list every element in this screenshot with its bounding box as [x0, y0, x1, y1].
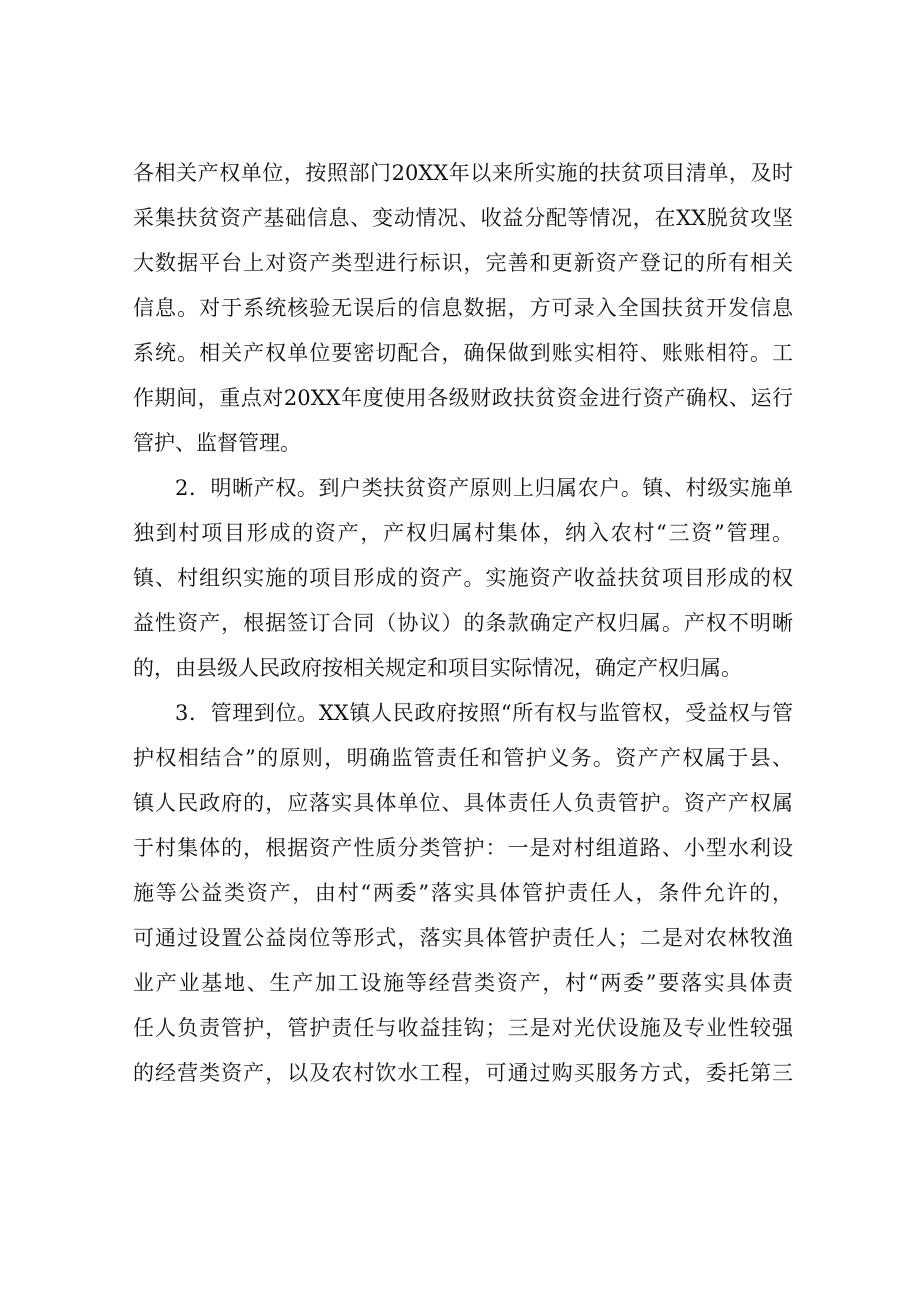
paragraph-3	[133, 691, 793, 1096]
paragraph-1	[133, 151, 793, 466]
text-line: 各相关产权单位，按照部门20XX年以来所实施的扶贫项目清单，及时	[133, 161, 793, 185]
text-line: 3．管理到位。XX镇人民政府按照“所有权与监管权，受益权与管	[175, 701, 793, 725]
text-line: 镇、村组织实施的项目形成的资产。实施资产收益扶贫项目形成的权	[133, 566, 793, 590]
text-line: 作期间，重点对20XX年度使用各级财政扶贫资金进行资产确权、运行	[133, 386, 793, 410]
text-line: 系统。相关产权单位要密切配合，确保做到账实相符、账账相符。工	[133, 341, 793, 365]
text-line: 的经营类资产，以及农村饮水工程，可通过购买服务方式，委托第三	[133, 1061, 793, 1085]
text-line: 任人负责管护，管护责任与收益挂钩；三是对光伏设施及专业性较强	[133, 1016, 793, 1040]
text-line: 的，由县级人民政府按相关规定和项目实际情况，确定产权归属。	[133, 656, 742, 680]
paragraph-2	[133, 466, 793, 691]
text-line: 益性资产，根据签订合同（协议）的条款确定产权归属。产权不明晰	[133, 611, 793, 635]
text-line: 独到村项目形成的资产，产权归属村集体，纳入农村“三资”管理。	[133, 521, 793, 545]
text-line: 于村集体的，根据资产性质分类管护：一是对村组道路、小型水利设	[133, 836, 793, 860]
text-line: 2．明晰产权。到户类扶贫资产原则上归属农户。镇、村级实施单	[175, 476, 793, 500]
text-line: 业产业基地、生产加工设施等经营类资产，村“两委”要落实具体责	[133, 971, 793, 995]
text-line: 信息。对于系统核验无误后的信息数据，方可录入全国扶贫开发信息	[133, 296, 793, 320]
document-page	[133, 151, 793, 1096]
text-line: 可通过设置公益岗位等形式，落实具体管护责任人；二是对农林牧渔	[133, 926, 793, 950]
text-line: 施等公益类资产，由村“两委”落实具体管护责任人，条件允许的，	[133, 881, 793, 905]
text-line: 大数据平台上对资产类型进行标识，完善和更新资产登记的所有相关	[133, 251, 793, 275]
text-line: 管护、监督管理。	[133, 431, 301, 455]
text-line: 护权相结合”的原则，明确监管责任和管护义务。资产产权属于县、	[133, 746, 793, 770]
text-line: 镇人民政府的，应落实具体单位、具体责任人负责管护。资产产权属	[133, 791, 793, 815]
text-line: 采集扶贫资产基础信息、变动情况、收益分配等情况，在XX脱贫攻坚	[133, 206, 793, 230]
